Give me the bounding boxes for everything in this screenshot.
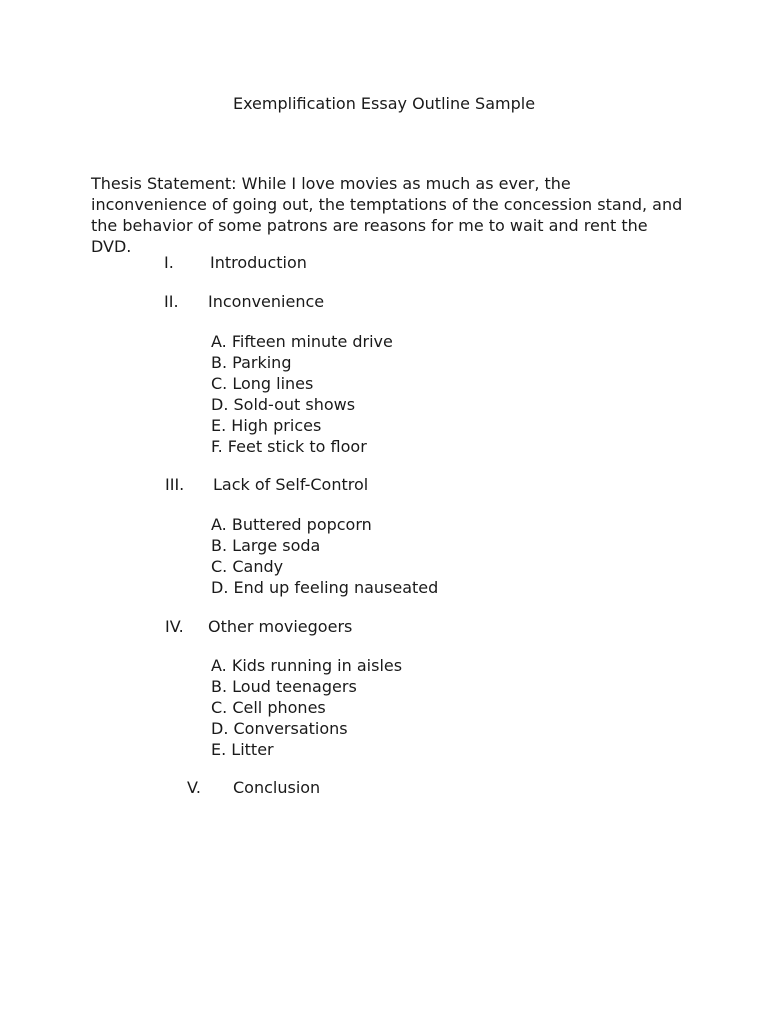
list-item: C. Cell phones: [211, 698, 326, 717]
outline-sublist-4: [211, 655, 402, 760]
section-heading: Other moviegoers: [208, 617, 353, 636]
thesis-statement: Thesis Statement: While I love movies as much as ever, the inconvenience of going out, the temptations of the concession stand, and the behavior of some patrons are reasons for me to wait and rent the DVD.: [91, 174, 683, 256]
list-item: D. Conversations: [211, 719, 348, 738]
section-heading: Lack of Self-Control: [213, 475, 369, 494]
list-item: E. High prices: [211, 416, 322, 435]
list-item: C. Long lines: [211, 374, 314, 393]
outline-sublist-3: [211, 514, 438, 598]
list-item: A. Fifteen minute drive: [211, 332, 393, 351]
document-title: Exemplification Essay Outline Sample: [232, 94, 536, 113]
section-heading: Conclusion: [233, 778, 321, 797]
section-numeral: IV.: [165, 617, 184, 636]
list-item: F. Feet stick to floor: [211, 437, 367, 456]
section-numeral: I.: [164, 253, 174, 272]
list-item: D. Sold-out shows: [211, 395, 356, 414]
section-numeral: II.: [164, 292, 179, 311]
section-heading: Inconvenience: [208, 292, 325, 311]
list-item: A. Buttered popcorn: [211, 515, 372, 534]
list-item: A. Kids running in aisles: [211, 656, 403, 675]
outline-sublist-2: [211, 331, 393, 457]
list-item: B. Parking: [211, 353, 292, 372]
list-item: B. Loud teenagers: [211, 677, 357, 696]
section-numeral: V.: [187, 778, 201, 797]
section-heading: Introduction: [210, 253, 307, 272]
section-numeral: III.: [165, 475, 185, 494]
list-item: D. End up feeling nauseated: [211, 578, 439, 597]
list-item: B. Large soda: [211, 536, 321, 555]
list-item: C. Candy: [211, 557, 284, 576]
list-item: E. Litter: [211, 740, 274, 759]
